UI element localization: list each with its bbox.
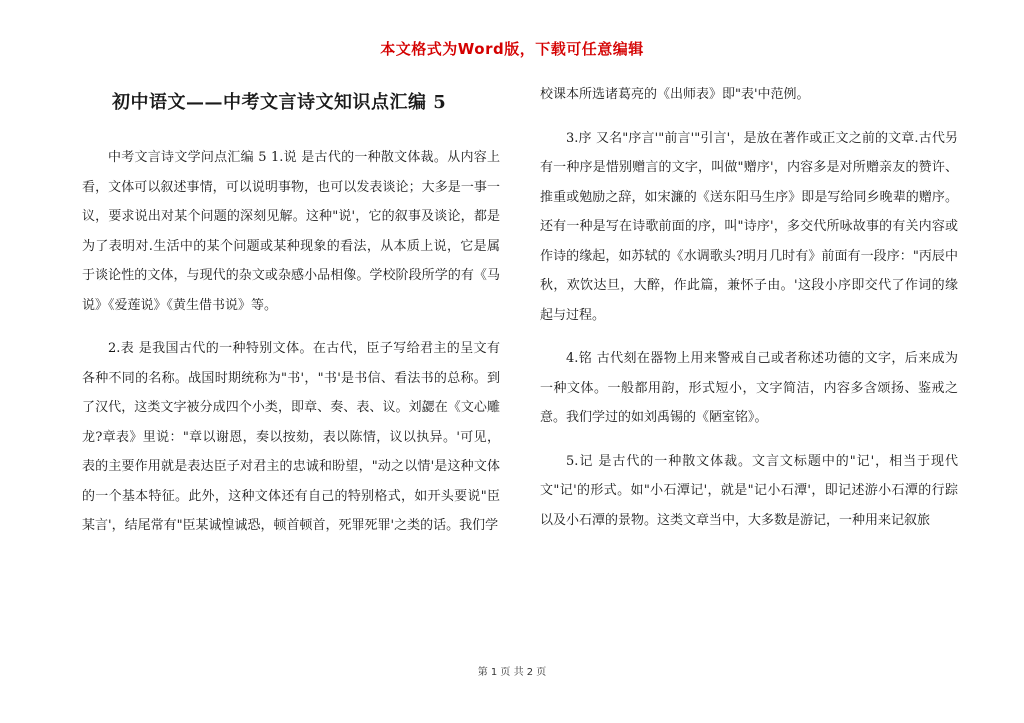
document-title: 初中语文——中考文言诗文知识点汇编 5 [112, 92, 447, 113]
paragraph-biao: 2.表 是我国古代的一种特别文体。在古代，臣子写给君主的呈文有各种不同的名称。战国时期统称为"书'，"书'是书信、看法书的总称。到了汉代，这类文字被分成四个小类，即章、奏、表、议。刘勰在《文心雕龙?章表》里说："章以谢恩，奏以按劾，表以陈情，议以执异。'可见，表的主要作用就是表达臣子对君主的忠诚和盼望，"动之以情'是这种文体的一个基本特征。此外，这种文体还有自己的特别格式，如开头要说"臣某言'，结尾常有"臣某诚惶诚恐，顿首顿首，死罪死罪'之类的话。我们学 [82, 341, 500, 533]
paragraph-shuo: 中考文言诗文学问点汇编 5 1.说 是古代的一种散文体裁。从内容上看，文体可以叙述事情，可以说明事物，也可以发表谈论；大多是一事一议，要求说出对某个问题的深刻见解。这种"说'，它的叙事及谈论，都是为了表明对.生活中的某个问题或某种现象的看法，从本质上说，它是属于谈论性的文体，与现代的杂文或杂感小品相像。学校阶段所学的有《马说》《爱莲说》《黄生借书说》等。 [82, 150, 500, 313]
paragraph-ming: 4.铭 古代刻在器物上用来警戒自己或者称述功德的文字，后来成为一种文体。一般都用韵，形式短小，文字简洁，内容多含颂扬、鉴戒之意。我们学过的如刘禹锡的《陋室铭》。 [540, 351, 958, 425]
left-body [82, 143, 500, 541]
paragraph-continuation: 校课本所选诸葛亮的《出师表》即"表'中范例。 [540, 87, 810, 102]
right-body [540, 80, 958, 535]
paragraph-ji: 5.记 是古代的一种散文体裁。文言文标题中的"记'，相当于现代文"记'的形式。如"小石潭记'，就是"记小石潭'，即记述游小石潭的行踪以及小石潭的景物。这类文章当中，大多数是游记，一种用来记叙旅 [540, 453, 958, 528]
paragraph-xu: 3.序 又名"序言'"前言'"引言'，是放在著作或正文之前的文章.古代另有一种序是惜别赠言的文字，叫做"赠序'，内容多是对所赠亲友的赞许、推重或勉励之辞，如宋濂的《送东阳马生序》即是写给同乡晚辈的赠序。还有一种是写在诗歌前面的序，叫"诗序'，多交代所咏故事的有关内容或作诗的缘起，如苏轼的《水调歌头?明月几时有》前面有一段序："丙辰中秋，欢饮达旦，大醉，作此篇，兼怀子由。'这段小序即交代了作词的缘起与过程。 [540, 130, 958, 323]
page-number: 第 1 页 共 2 页 [477, 667, 547, 678]
download-banner: 本文格式为Word版，下载可任意编辑 [380, 40, 644, 58]
